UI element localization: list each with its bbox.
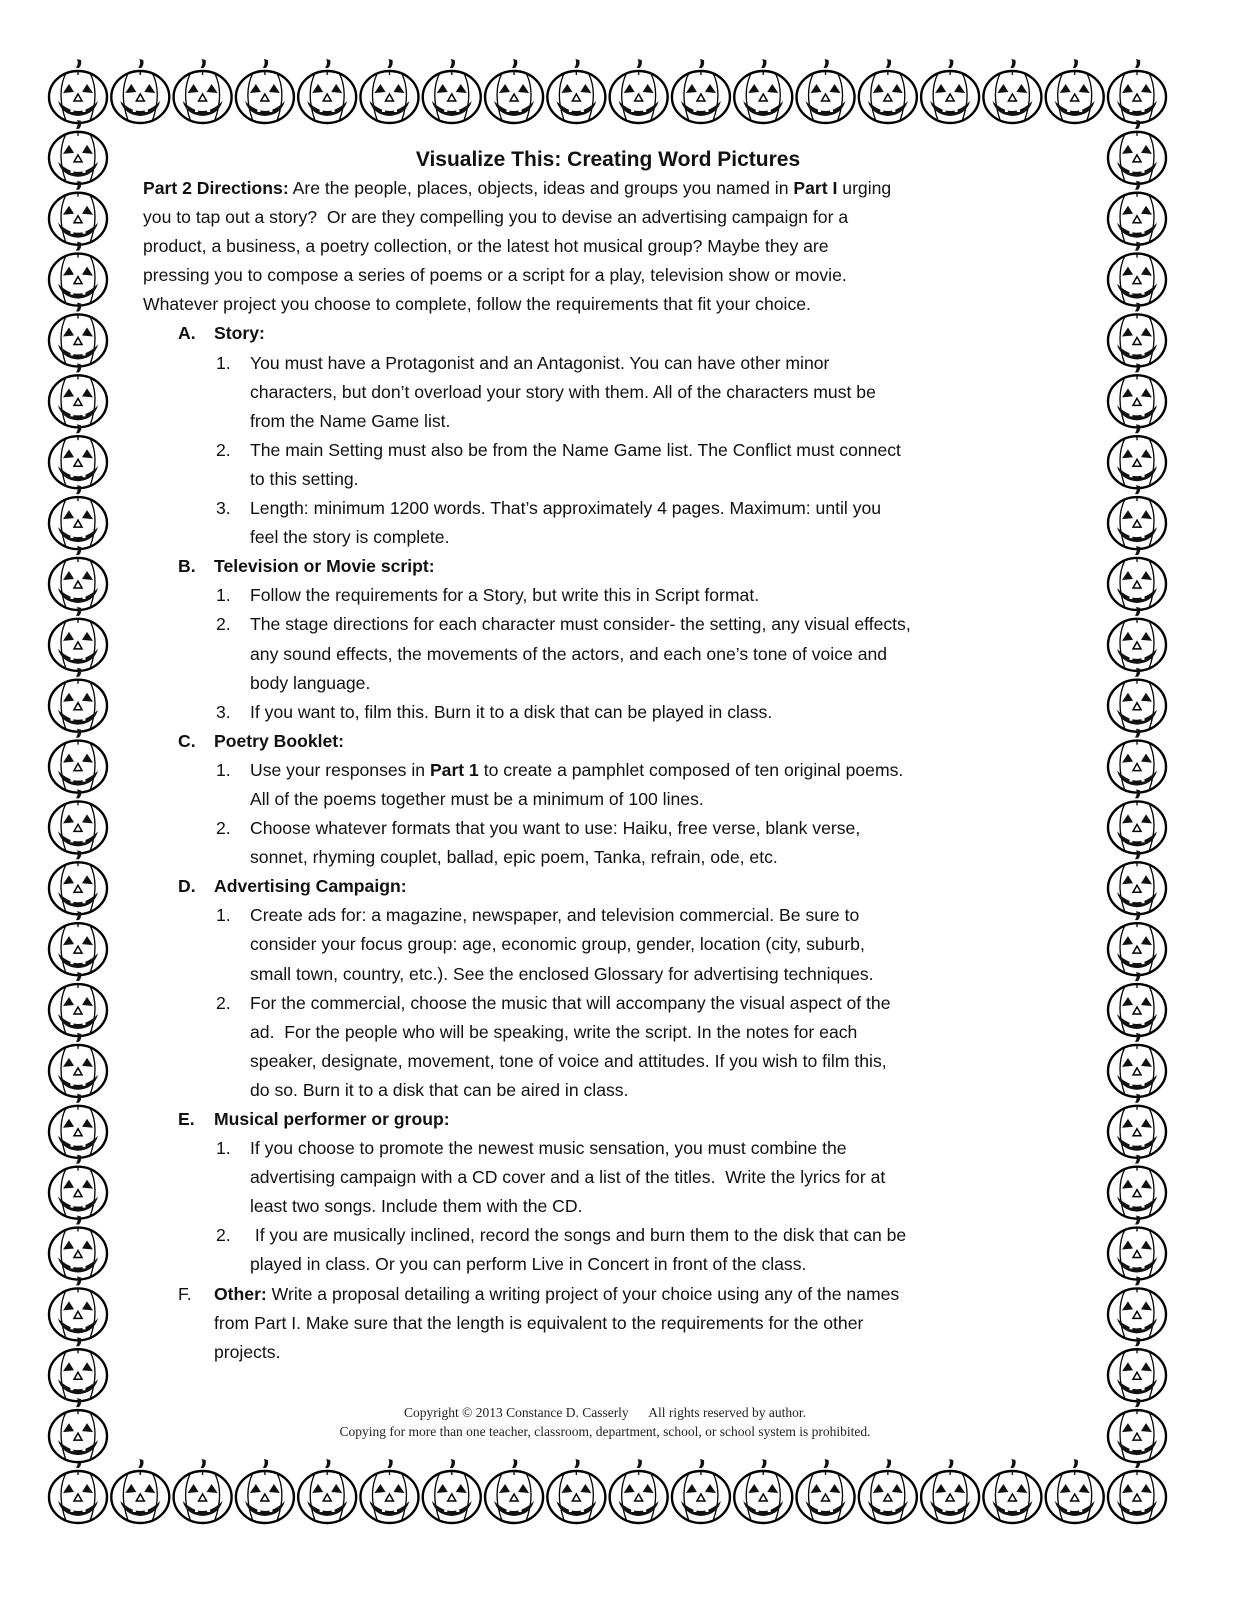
text-span: you to tap out a story? Or are they compelling you to devise an advertising campaign for a [143, 207, 849, 228]
jack-o-lantern-icon [49, 1216, 107, 1280]
jack-o-lantern-icon [423, 1459, 481, 1523]
jack-o-lantern-icon [1108, 181, 1166, 245]
text-span: played in class. Or you can perform Live in Concert in front of the class. [250, 1254, 807, 1275]
jack-o-lantern-icon [236, 1459, 294, 1523]
jack-o-lantern-icon [49, 668, 107, 732]
jack-o-lantern-icon [49, 59, 107, 123]
text-span: from Part I. Make sure that the length is equivalent to the requirements for the other [214, 1312, 864, 1333]
section-f [143, 1280, 1083, 1367]
jack-o-lantern-icon [921, 1459, 979, 1523]
jack-o-lantern-icon [49, 363, 107, 427]
text-span: If you are musically inclined, record the songs and burn them to the disk that can be [250, 1225, 907, 1246]
jack-o-lantern-icon [1108, 668, 1166, 732]
item-number: 2. [216, 818, 231, 839]
text-span: any sound effects, the movements of the actors, and each one’s tone of voice and [250, 643, 888, 664]
text-line [214, 1338, 1083, 1367]
page-title: Visualize This: Creating Word Pictures [415, 148, 801, 171]
text-span: least two songs. Include them with the CD. [250, 1196, 583, 1217]
section-d [143, 872, 1083, 1105]
section-letter: A. [178, 323, 196, 344]
jack-o-lantern-icon [1108, 120, 1166, 184]
bold-text: Part I [793, 178, 838, 198]
directions-paragraph [143, 174, 1083, 319]
text-span: Write a proposal detailing a writing project of your choice using any of the names [266, 1283, 900, 1304]
text-span: characters, but don’t overload your story with them. All of the characters must be [250, 381, 876, 402]
text-span: pressing you to compose a series of poems or a script for a play, television show or movie. [143, 265, 847, 286]
text-line [250, 1076, 1083, 1105]
jack-o-lantern-icon [49, 1276, 107, 1340]
jack-o-lantern-icon [49, 911, 107, 975]
jack-o-lantern-icon [1108, 607, 1166, 671]
text-line [250, 465, 1083, 494]
text-span: do so. Burn it to a disk that can be aired in class. [250, 1079, 629, 1100]
jack-o-lantern-icon [49, 850, 107, 914]
jack-o-lantern-icon [49, 1155, 107, 1219]
text-span: urging [837, 178, 892, 198]
jack-o-lantern-icon [1108, 729, 1166, 793]
section-a [143, 319, 1083, 552]
list-item [143, 901, 1083, 988]
item-number: 3. [216, 701, 231, 722]
text-line [143, 261, 1083, 290]
jack-o-lantern-icon [1108, 485, 1166, 549]
jack-o-lantern-icon [485, 1459, 543, 1523]
text-line [250, 1018, 1083, 1047]
jack-o-lantern-icon [797, 59, 855, 123]
jack-o-lantern-icon [49, 181, 107, 245]
text-line [250, 1134, 1083, 1163]
text-span: Follow the requirements for a Story, but write this in Script format. [250, 585, 760, 606]
jack-o-lantern-icon [859, 1459, 917, 1523]
text-line [250, 523, 1083, 552]
jack-o-lantern-icon [1108, 424, 1166, 488]
jack-o-lantern-icon [1046, 1459, 1104, 1523]
project-options-list [143, 319, 1083, 1366]
jack-o-lantern-icon [1108, 1216, 1166, 1280]
text-span: Choose whatever formats that you want to use: Haiku, free verse, blank verse, [250, 818, 861, 839]
jack-o-lantern-icon [1108, 59, 1166, 123]
jack-o-lantern-icon [174, 59, 232, 123]
text-line [250, 1250, 1083, 1279]
text-span: Are the people, places, objects, ideas and groups you named in [288, 178, 794, 198]
jack-o-lantern-icon [485, 59, 543, 123]
list-item [143, 698, 1083, 727]
text-line [143, 174, 1083, 203]
section-letter: F. [178, 1283, 192, 1304]
item-number: 2. [216, 614, 231, 635]
list-item [143, 814, 1083, 872]
text-span: to create a pamphlet composed of ten original poems. [478, 759, 904, 780]
jack-o-lantern-icon [49, 424, 107, 488]
text-span: For the commercial, choose the music that will accompany the visual aspect of the [250, 992, 891, 1013]
jack-o-lantern-icon [1046, 59, 1104, 123]
text-line [143, 232, 1083, 261]
text-span: Create ads for: a magazine, newspaper, and television commercial. Be sure to [250, 905, 860, 926]
text-line [143, 203, 1083, 232]
bold-text: Part 1 [429, 759, 479, 780]
text-span: ad. For the people who will be speaking, write the script. In the notes for each [250, 1021, 858, 1042]
jack-o-lantern-icon [49, 729, 107, 793]
text-line [250, 756, 1083, 785]
jack-o-lantern-icon [610, 1459, 668, 1523]
jack-o-lantern-icon [610, 59, 668, 123]
section-heading: Advertising Campaign: [214, 876, 407, 897]
section-e [143, 1105, 1083, 1280]
text-line [250, 349, 1083, 378]
text-span: body language. [250, 672, 371, 693]
text-span: sonnet, rhyming couplet, ballad, epic poem, Tanka, refrain, ode, etc. [250, 847, 778, 868]
jack-o-lantern-icon [1108, 789, 1166, 853]
copying-notice: Copying for more than one teacher, classroom, department, school, or school system is prohibited. [339, 1424, 871, 1439]
section-heading: Story: [214, 323, 265, 344]
jack-o-lantern-icon [298, 1459, 356, 1523]
jack-o-lantern-icon [1108, 1033, 1166, 1097]
item-number: 2. [216, 439, 231, 460]
text-line [250, 814, 1083, 843]
list-item [143, 494, 1083, 552]
text-span: projects. [214, 1341, 281, 1362]
text-span: The stage directions for each character must consider- the setting, any visual effects, [250, 614, 911, 635]
text-span: All of the poems together must be a minimum of 100 lines. [250, 788, 704, 809]
text-line [214, 1280, 1083, 1309]
text-span: consider your focus group: age, economic group, gender, location (city, suburb, [250, 934, 865, 955]
jack-o-lantern-icon [1108, 1276, 1166, 1340]
jack-o-lantern-icon [983, 59, 1041, 123]
jack-o-lantern-icon [921, 59, 979, 123]
bold-text: Part 2 Directions: [143, 178, 289, 198]
text-line [250, 378, 1083, 407]
item-number: 1. [216, 759, 231, 780]
copyright-footer [0, 1403, 1210, 1441]
jack-o-lantern-icon [547, 1459, 605, 1523]
jack-o-lantern-icon [734, 59, 792, 123]
text-line [250, 698, 1083, 727]
text-line [250, 610, 1083, 639]
list-item [143, 581, 1083, 610]
text-line [250, 1221, 1083, 1250]
text-span: Length: minimum 1200 words. That’s approximately 4 pages. Maximum: until you [250, 498, 882, 519]
text-span: Whatever project you choose to complete, follow the requirements that fit your choice. [143, 294, 811, 315]
text-line [250, 785, 1083, 814]
jack-o-lantern-icon [1108, 1459, 1166, 1523]
section-heading: Musical performer or group: [214, 1109, 450, 1129]
text-span: product, a business, a poetry collection, or the latest hot musical group? Maybe they are [143, 236, 829, 257]
jack-o-lantern-icon [360, 1459, 418, 1523]
jack-o-lantern-icon [734, 1459, 792, 1523]
text-span: to this setting. [250, 468, 359, 489]
item-number: 1. [216, 1138, 231, 1159]
text-span: If you choose to promote the newest music sensation, you must combine the [250, 1138, 847, 1159]
text-span: You must have a Protagonist and an Antagonist. You can have other minor [250, 352, 830, 373]
item-number: 2. [216, 992, 231, 1013]
text-line [143, 290, 1083, 319]
text-line [250, 960, 1083, 989]
jack-o-lantern-icon [1108, 972, 1166, 1036]
jack-o-lantern-icon [236, 59, 294, 123]
jack-o-lantern-icon [49, 1459, 107, 1523]
jack-o-lantern-icon [1108, 911, 1166, 975]
jack-o-lantern-icon [49, 789, 107, 853]
jack-o-lantern-icon [49, 120, 107, 184]
item-number: 1. [216, 905, 231, 926]
jack-o-lantern-icon [360, 59, 418, 123]
text-line [250, 1192, 1083, 1221]
jack-o-lantern-icon [49, 485, 107, 549]
text-span: feel the story is complete. [250, 527, 450, 548]
list-item [143, 989, 1083, 1105]
text-line [250, 494, 1083, 523]
jack-o-lantern-icon [672, 1459, 730, 1523]
text-span: from the Name Game list. [250, 410, 451, 431]
text-span: If you want to, film this. Burn it to a disk that can be played in class. [250, 701, 773, 722]
jack-o-lantern-icon [1108, 363, 1166, 427]
jack-o-lantern-icon [1108, 1337, 1166, 1401]
jack-o-lantern-icon [49, 546, 107, 610]
list-item [143, 756, 1083, 814]
jack-o-lantern-icon [49, 302, 107, 366]
item-number: 2. [216, 1225, 231, 1246]
text-span: advertising campaign with a CD cover and a list of the titles. Write the lyrics for at [250, 1167, 886, 1188]
text-line [250, 407, 1083, 436]
list-item [143, 610, 1083, 697]
jack-o-lantern-icon [1108, 546, 1166, 610]
list-item [143, 1221, 1083, 1279]
list-item [143, 436, 1083, 494]
jack-o-lantern-icon [1108, 1155, 1166, 1219]
jack-o-lantern-icon [49, 972, 107, 1036]
section-letter: C. [178, 730, 196, 751]
text-span: The main Setting must also be from the Name Game list. The Conflict must connect [250, 439, 901, 460]
bold-text: Other: [214, 1283, 267, 1304]
jack-o-lantern-icon [49, 1033, 107, 1097]
jack-o-lantern-icon [983, 1459, 1041, 1523]
text-line [250, 1047, 1083, 1076]
jack-o-lantern-icon [1108, 1094, 1166, 1158]
text-line [250, 640, 1083, 669]
jack-o-lantern-icon [111, 1459, 169, 1523]
jack-o-lantern-icon [1108, 302, 1166, 366]
text-line [250, 901, 1083, 930]
text-line [250, 1163, 1083, 1192]
jack-o-lantern-icon [859, 59, 917, 123]
text-line [250, 843, 1083, 872]
jack-o-lantern-icon [797, 1459, 855, 1523]
jack-o-lantern-icon [672, 59, 730, 123]
jack-o-lantern-icon [1108, 242, 1166, 306]
text-span: Use your responses in [250, 759, 430, 780]
text-line [214, 1309, 1083, 1338]
list-item [143, 1134, 1083, 1221]
section-letter: D. [178, 876, 196, 897]
text-line [250, 669, 1083, 698]
document-body [143, 146, 1083, 1367]
section-heading: Poetry Booklet: [214, 730, 345, 751]
list-item [143, 349, 1083, 436]
section-b [143, 552, 1083, 727]
jack-o-lantern-icon [174, 1459, 232, 1523]
text-line [250, 581, 1083, 610]
item-number: 1. [216, 585, 231, 606]
section-letter: E. [178, 1109, 195, 1129]
section-c [143, 727, 1083, 872]
jack-o-lantern-icon [49, 1094, 107, 1158]
text-line [250, 930, 1083, 959]
jack-o-lantern-icon [1108, 850, 1166, 914]
item-number: 3. [216, 498, 231, 519]
jack-o-lantern-icon [49, 1337, 107, 1401]
text-line [250, 989, 1083, 1018]
jack-o-lantern-icon [423, 59, 481, 123]
item-number: 1. [216, 352, 231, 373]
text-span: small town, country, etc.). See the enclosed Glossary for advertising techniques. [250, 963, 874, 984]
jack-o-lantern-icon [49, 242, 107, 306]
text-line [250, 436, 1083, 465]
text-span: speaker, designate, movement, tone of voice and attitudes. If you wish to film this, [250, 1050, 887, 1071]
section-heading: Television or Movie script: [214, 556, 435, 577]
section-letter: B. [178, 556, 196, 577]
jack-o-lantern-icon [298, 59, 356, 123]
copyright-line: Copyright © 2013 Constance D. Casserly All rights reserved by author. [403, 1405, 807, 1420]
jack-o-lantern-icon [547, 59, 605, 123]
jack-o-lantern-icon [49, 607, 107, 671]
jack-o-lantern-icon [111, 59, 169, 123]
